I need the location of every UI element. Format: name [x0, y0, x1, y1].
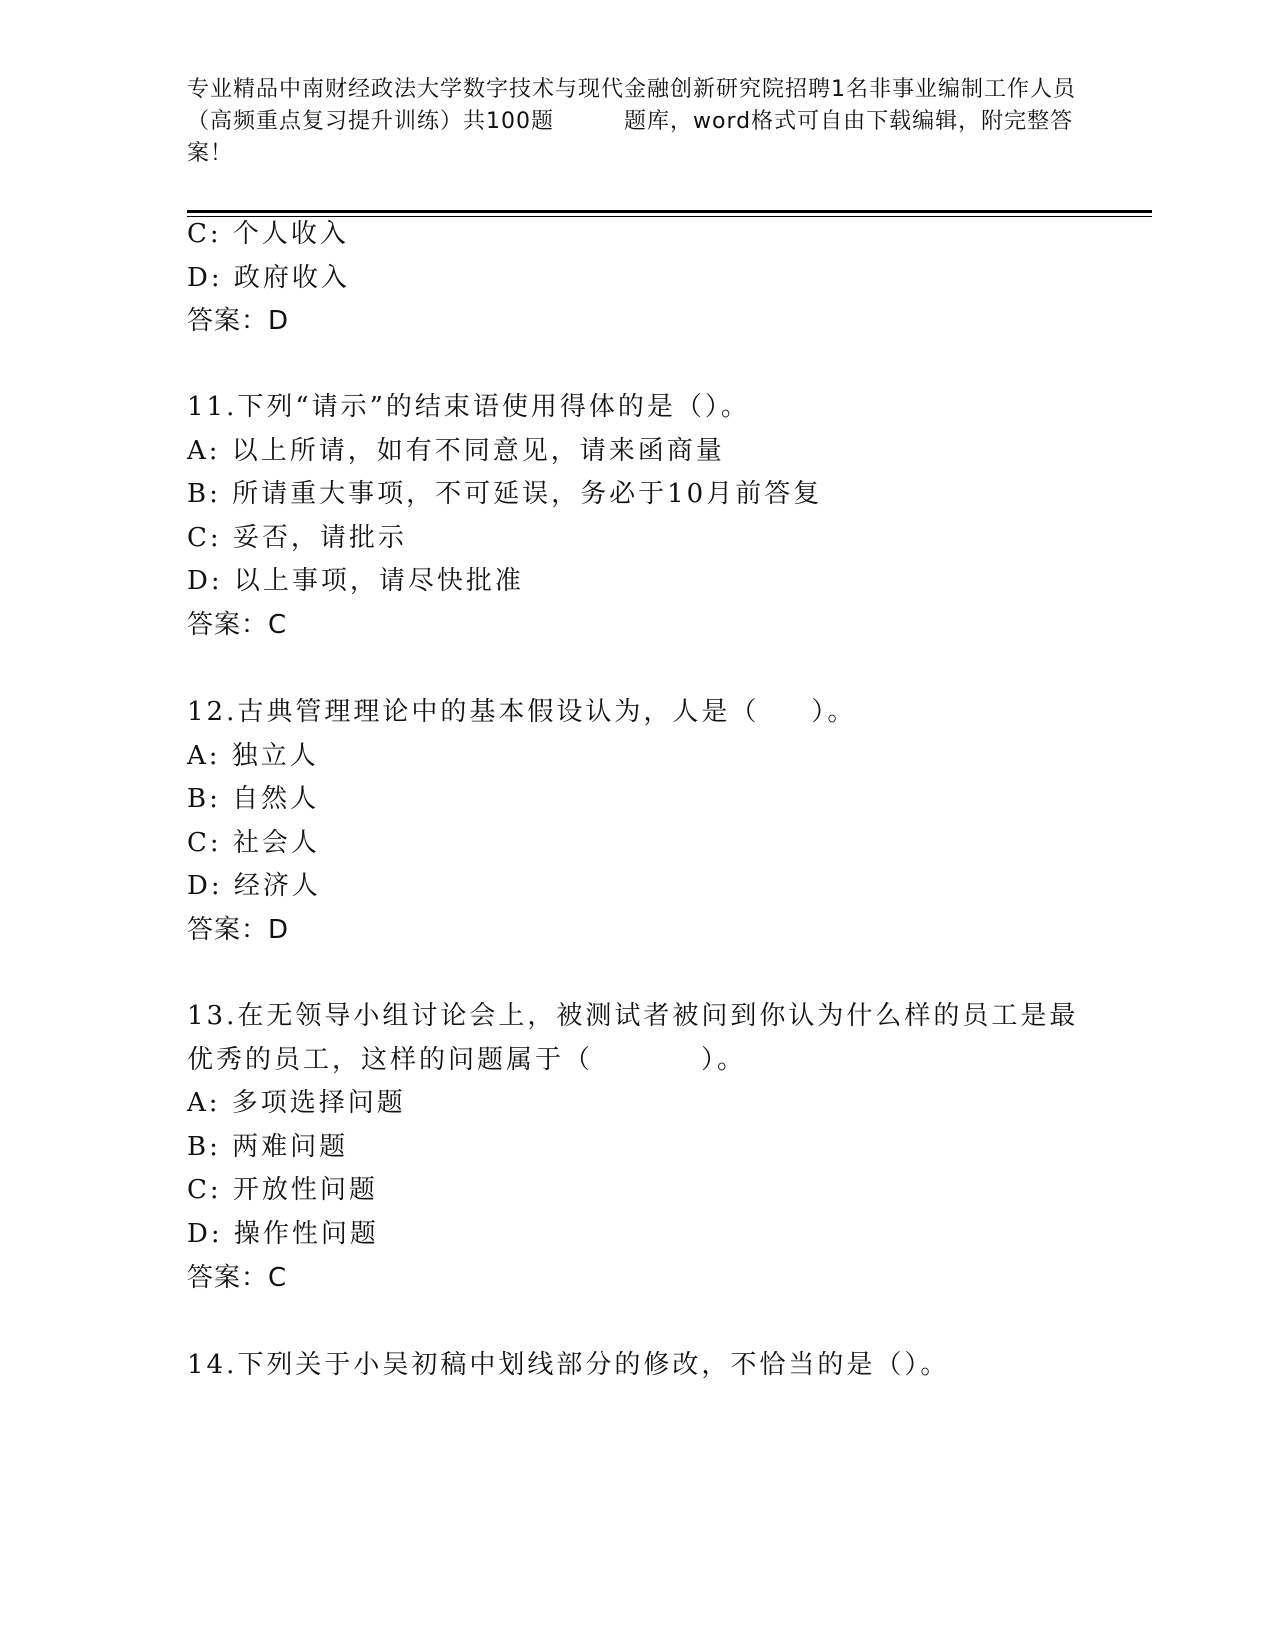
question-stem: 14.下列关于小吴初稿中划线部分的修改，不恰当的是（）。	[187, 1350, 950, 1380]
option-d: D: 以上事项，请尽快批准	[187, 566, 524, 596]
document-header	[187, 74, 1087, 170]
option-b: B: 所请重大事项，不可延误，务必于10月前答复	[187, 479, 823, 509]
option-b: B: 两难问题	[187, 1132, 349, 1162]
question-stem-before-blank: 12.古典管理理论中的基本假设认为，人是（	[187, 697, 760, 727]
option-c: C: 妥否，请批示	[187, 523, 407, 553]
option-d: D: 操作性问题	[187, 1219, 379, 1249]
option-a: A: 多项选择问题	[187, 1088, 406, 1118]
question-stem: 13.在无领导小组讨论会上，被测试者被问到你认为什么样的员工是最	[187, 1001, 1079, 1031]
option-d: D: 政府收入	[187, 263, 350, 293]
option-c: C: 个人收入	[187, 219, 349, 249]
question-stem-continued	[187, 1044, 746, 1076]
option-d: D: 经济人	[187, 871, 321, 901]
header-rule-thick	[187, 210, 1152, 213]
question-stem	[187, 696, 856, 728]
answer: 答案：D	[187, 306, 290, 336]
answer: 答案：C	[187, 610, 288, 640]
option-c: C: 开放性问题	[187, 1175, 378, 1205]
answer: 答案：C	[187, 1263, 288, 1293]
question-stem: 11.下列“请示”的结束语使用得体的是（）。	[187, 392, 750, 422]
answer: 答案：D	[187, 915, 290, 945]
header-subtitle: 题库，word格式可自由下载编辑，附完整答案！	[187, 109, 1074, 166]
question-stem-after-blank: ）。	[701, 1045, 747, 1075]
question-stem-before-blank: 优秀的员工，这样的问题属于（	[187, 1045, 594, 1075]
header-title: 专业精品中南财经政法大学数字技术与现代金融创新研究院招聘1名非事业编制工作人员（高频重点复习提升训练）共100题	[187, 77, 1076, 134]
option-a: A: 独立人	[187, 741, 319, 771]
option-b: B: 自然人	[187, 784, 320, 814]
header-rule-thin	[187, 216, 1152, 217]
option-a: A: 以上所请，如有不同意见，请来函商量	[187, 436, 725, 466]
question-stem-after-blank: ）。	[811, 697, 857, 727]
option-c: C: 社会人	[187, 828, 320, 858]
